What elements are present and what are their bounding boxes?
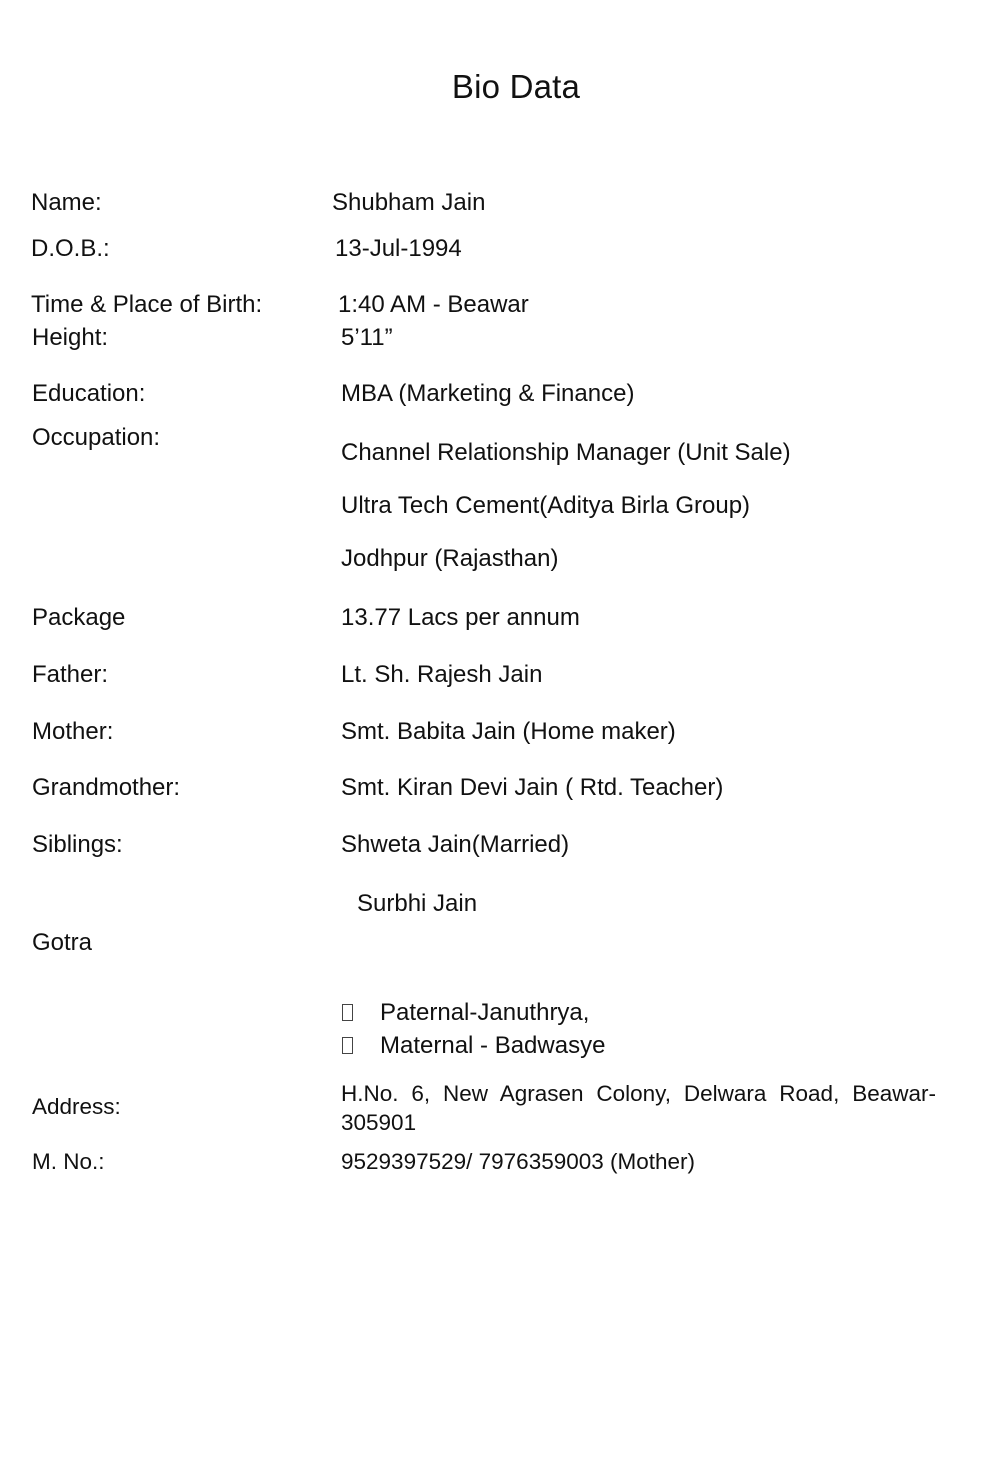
occupation-line: Jodhpur (Rajasthan) <box>341 545 559 572</box>
grandmother-value: Smt. Kiran Devi Jain ( Rtd. Teacher) <box>341 774 724 801</box>
grandmother-label: Grandmother: <box>32 774 181 801</box>
address-value: H.No. 6, New Agrasen Colony, Delwara Road, Beawar-305901 <box>341 1081 936 1135</box>
dob-value: 13-Jul-1994 <box>335 235 462 262</box>
height-value: 5’11” <box>341 324 393 351</box>
mobile-value: 9529397529/ 7976359003 (Mother) <box>341 1149 696 1174</box>
bullet-icon <box>342 1037 353 1054</box>
father-label: Father: <box>32 661 109 688</box>
occupation-line: Ultra Tech Cement(Aditya Birla Group) <box>341 492 751 519</box>
occupation-line: Channel Relationship Manager (Unit Sale) <box>341 439 791 466</box>
sibling-value: Shweta Jain(Married) <box>341 831 570 858</box>
siblings-label: Siblings: <box>32 831 123 858</box>
package-label: Package <box>32 604 126 631</box>
mother-value: Smt. Babita Jain (Home maker) <box>341 718 676 745</box>
package-value: 13.77 Lacs per annum <box>341 604 580 631</box>
page-title: Bio Data <box>451 68 581 105</box>
gotra-label: Gotra <box>32 929 93 956</box>
birth-label: Time & Place of Birth: <box>31 291 263 318</box>
birth-value: 1:40 AM - Beawar <box>338 291 529 318</box>
mobile-label: M. No.: <box>32 1149 105 1174</box>
gotra-item: Paternal-Januthrya, <box>380 999 590 1026</box>
height-label: Height: <box>32 324 109 351</box>
name-label: Name: <box>31 189 102 216</box>
occupation-label: Occupation: <box>32 424 161 451</box>
education-value: MBA (Marketing & Finance) <box>341 380 635 407</box>
father-value: Lt. Sh. Rajesh Jain <box>341 661 543 688</box>
sibling-value: Surbhi Jain <box>357 890 478 917</box>
bullet-icon <box>342 1004 353 1021</box>
name-value: Shubham Jain <box>332 189 486 216</box>
dob-label: D.O.B.: <box>31 235 110 262</box>
gotra-item: Maternal - Badwasye <box>380 1032 606 1059</box>
address-label: Address: <box>32 1094 121 1119</box>
mother-label: Mother: <box>32 718 114 745</box>
education-label: Education: <box>32 380 146 407</box>
